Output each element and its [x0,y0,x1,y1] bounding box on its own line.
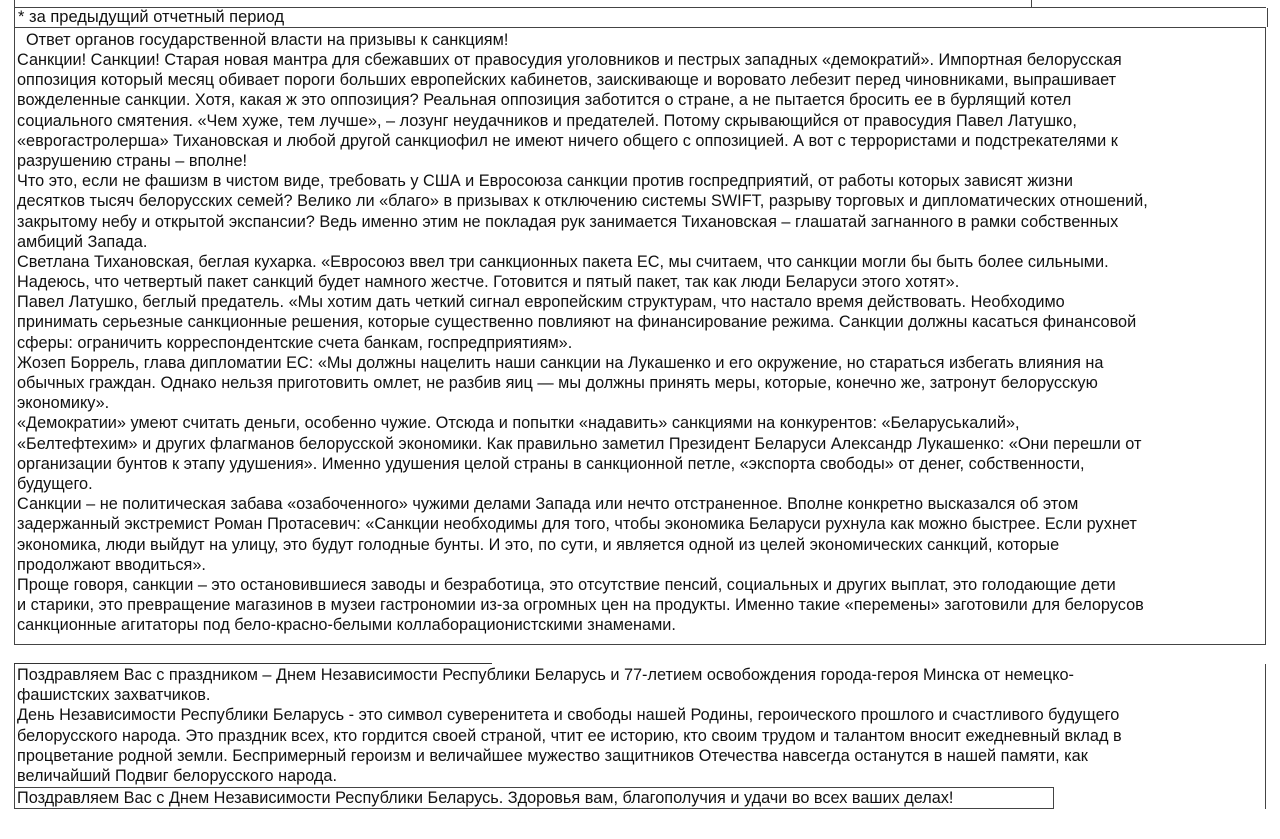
article-line: Проще говоря, санкции – это остановившиеся заводы и безработица, это отсутствие пенсий, социальных и других выплат, это голодающие дети [17,575,1116,594]
article-line: принимать серьезные санкционные решения, которые существенно повлияют на финансирование режима. Санкции должны касаться финансовой [17,313,1137,332]
article-line: социального смятения. «Чем хуже, тем лучше», – лозунг неудачников и предателей. Потому скрывающийся от правосудия Павел Латушко, [17,111,1077,130]
article-line: вожделенные санкции. Хотя, какая ж это оппозиция? Реальная оппозиция заботится о стране, а не пытается бросить ее в бурлящий котел [17,91,1072,110]
article-line: Павел Латушко, беглый предатель. «Мы хотим дать четкий сигнал европейским структурам, что настало время действовать. Необходимо [17,293,1065,312]
article-heading: Ответ органов государственной власти на призывы к санкциям! [26,31,509,49]
article-line: закрытому небу и открытой экспансии? Ведь именно этим не покладая рук занимается Тихановская – глашатай загнанного в рамки собственных [17,212,1119,231]
article-line: Надеюсь, что четвертый пакет санкций будет намного жестче. Готовится и пятый пакет, так как люди Беларуси этого хотят». [17,273,960,292]
greeting-line: процветание родной земли. Беспримерный героизм и величайшее мужество защитников Отечества навсегда останутся в нашей памяти, как [17,746,1088,765]
article-line: санкционные агитаторы под бело-красно-белыми коллаборационистскими знаменами. [17,616,676,635]
article-line: обычных граждан. Однако нельзя приготовить омлет, не разбив яиц — мы должны принять меры, которые, конечно же, затронут белорусскую [17,374,1098,392]
greeting-line: белорусского народа. Это праздник всех, кто гордится своей страной, чтит ее историю, кто своим трудом и талантом вносит ежедневный вклад в [17,726,1122,745]
article-line: сферы: ограничить корреспондентские счета банкам, госпредприятиям». [17,333,573,352]
greeting-line: фашистских захватчиков. [17,686,211,705]
table-cell-top-right [1030,0,1266,8]
greeting-closing: Поздравляем Вас с Днем Независимости Республики Беларусь. Здоровья вам, благополучия и удачи во всех ваших делах! [17,789,954,807]
article-line: Санкции – не политическая забава «озабоченного» чужими делами Запада или нечто отстраненное. Вполне конкретно высказался об этом [17,495,1079,514]
footnote: * за предыдущий отчетный период [18,8,285,26]
article-line: разрушению страны – вполне! [17,151,248,170]
greeting-body [17,665,1267,786]
article-line: «Белтефтехим» и других флагманов белорусской экономики. Как правильно заметил Президент Беларуси Александр Лукашенко: «Они перешли от [17,434,1142,453]
article-line: будущего. [17,474,93,493]
article-line: организации бунтов к этапу удушения». Именно удушения целой страны в санкционной петле, «экспорта свободы» от денег, собственности, [17,454,1085,473]
greeting-line: День Независимости Республики Беларусь - это символ суверенитета и свободы нашей Родины, героического прошлого и счастливого будущего [17,706,1120,725]
article-line: «еврогастролерша» Тихановская и любой другой санкциофил не имеют ничего общего с оппозицией. А вот с террористами и подстрекателями к [17,131,1118,150]
article-line: Жозеп Боррель, глава дипломатии ЕС: «Мы должны нацелить наши санкции на Лукашенко и его окружение, но стараться избегать влияния на [17,353,1104,372]
article-line: амбиций Запада. [17,232,148,251]
article-body [17,50,1267,635]
greeting-line: Поздравляем Вас с праздником – Днем Независимости Республики Беларусь и 77-летием освобождения города-героя Минска от немецко- [17,666,1074,684]
article-line: и старики, это превращение магазинов в музеи гастрономии из-за огромных цен на продукты. Именно такие «перемены» заготовили для белорусов [17,596,1144,615]
article-line: Что это, если не фашизм в чистом виде, требовать у США и Евросоюза санкции против госпредприятий, от работы которых зависят жизни [17,172,1073,191]
article-line: экономика, люди выйдут на улицу, это будут голодные бунты. И это, по сути, и является одной из целей экономических санкций, которые [17,535,1060,554]
article-line: «Демократии» умеют считать деньги, особенно чужие. Отсюда и попытки «надавить» санкциями на конкурентов: «Беларуськалий», [17,414,1020,433]
article-line: оппозиция который месяц обивает пороги больших европейских кабинетов, заискивающе и воровато лебезит перед чиновниками, выпрашивает [17,71,1117,90]
article-line: десятков тысяч белорусских семей? Велико ли «благо» в призывах к отключению системы SWIFT, разрыву торговых и дипломатических отношений, [17,192,1148,211]
article-line: Светлана Тихановская, беглая кухарка. «Евросоюз ввел три санкционных пакета ЕС, мы считаем, что санкции могли бы быть более сильными. [17,252,1109,271]
article-line: экономику». [17,394,110,413]
article-line: Санкции! Санкции! Старая новая мантра для сбежавших от правосудия уголовников и пестрых западных «демократий». Импортная белорусская [17,51,1122,69]
article-line: задержанный экстремист Роман Протасевич: «Санкции необходимы для того, чтобы экономика Беларуси рухнула как можно быстрее. Если рухнет [17,515,1137,534]
greeting-line: величайший Подвиг белорусского народа. [17,766,337,785]
table-cell-top [14,0,1032,8]
article-line: продолжают вводиться». [17,555,206,574]
